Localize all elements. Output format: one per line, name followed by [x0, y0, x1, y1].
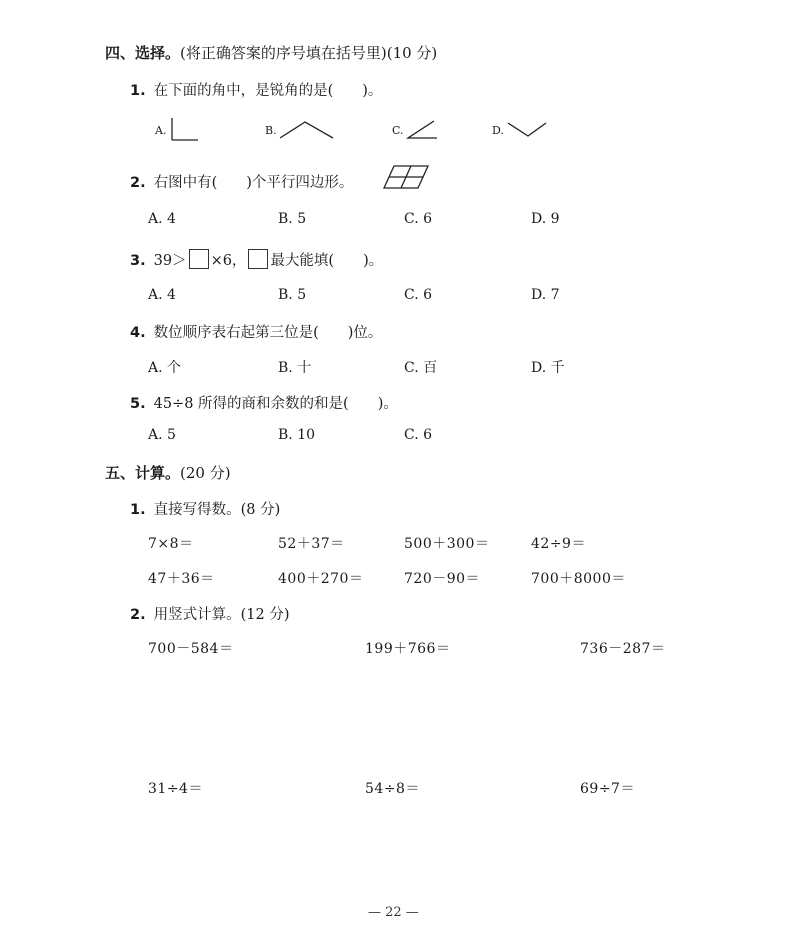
question-4: [130, 321, 382, 342]
q5-option-c: C. 6: [404, 427, 433, 443]
vertical-calc-item: 700－584＝: [148, 641, 234, 657]
section-4-note: (将正确答案的序号填在括号里)(10 分): [180, 44, 438, 62]
q3-option-d: D. 7: [531, 287, 560, 303]
q4-option-a: A. 个: [148, 360, 182, 376]
q1-option-d-label: D.: [492, 124, 504, 137]
section-5-heading: [105, 462, 231, 483]
question-2: [130, 171, 353, 192]
calc-item: 42÷9＝: [531, 536, 586, 552]
q3-option-c: C. 6: [404, 287, 433, 303]
q2-option-a: A. 4: [148, 211, 176, 227]
q5-option-a: A. 5: [148, 427, 176, 443]
blank-box: [189, 249, 209, 269]
blank-box: [248, 249, 268, 269]
section-4-heading: [105, 42, 437, 63]
vertical-calc-item: 199＋766＝: [365, 641, 451, 657]
question-number: 2.: [130, 607, 146, 623]
vertical-calc-item: 54÷8＝: [365, 781, 420, 797]
question-text: 直接写得数。(8 分): [153, 502, 281, 518]
question-number: 3.: [130, 253, 146, 269]
question-text: 45÷8 所得的商和余数的和是( )。: [153, 396, 398, 412]
calc-part-2: [130, 603, 289, 624]
calc-item: 52＋37＝: [278, 536, 345, 552]
vertical-calc-item: 69÷7＝: [580, 781, 635, 797]
section-5-note: (20 分): [180, 464, 231, 482]
calc-item: 47＋36＝: [148, 571, 215, 587]
q4-option-d: D. 千: [531, 360, 565, 376]
question-1: [130, 79, 382, 100]
question-3: [130, 249, 383, 270]
q2-option-c: C. 6: [404, 211, 433, 227]
obtuse-angle-figure: [278, 118, 336, 142]
section-5-title: 五、计算。: [105, 464, 181, 482]
page-number: — 22 —: [368, 905, 419, 920]
question-text: 数位顺序表右起第三位是( )位。: [153, 325, 383, 341]
calc-item: 500＋300＝: [404, 536, 490, 552]
vertical-calc-item: 736－287＝: [580, 641, 666, 657]
acute-angle-figure: [404, 118, 440, 142]
calc-item: 720－90＝: [404, 571, 481, 587]
calc-item: 700＋8000＝: [531, 571, 626, 587]
q5-option-b: B. 10: [278, 427, 316, 443]
section-4-title: 四、选择。: [105, 44, 181, 62]
q3-option-b: B. 5: [278, 287, 307, 303]
question-text: 在下面的角中，是锐角的是( )。: [153, 83, 383, 99]
q3-option-a: A. 4: [148, 287, 176, 303]
question-5: [130, 392, 398, 413]
question-number: 4.: [130, 325, 146, 341]
calc-item: 7×8＝: [148, 536, 194, 552]
question-number: 2.: [130, 175, 146, 191]
parallelogram-figure: [382, 164, 430, 190]
question-text: 用竖式计算。(12 分): [153, 607, 290, 623]
question-number: 1.: [130, 502, 146, 518]
calc-item: 400＋270＝: [278, 571, 364, 587]
question-text-c: 最大能填( )。: [270, 253, 384, 269]
question-text: 右图中有( )个平行四边形。: [153, 175, 354, 191]
q2-option-b: B. 5: [278, 211, 307, 227]
question-text-b: ×6，: [210, 253, 247, 269]
calc-part-1: [130, 498, 280, 519]
q4-option-b: B. 十: [278, 360, 312, 376]
question-number: 5.: [130, 396, 146, 412]
question-number: 1.: [130, 83, 146, 99]
q4-option-c: C. 百: [404, 360, 438, 376]
angle-figure-d: [506, 118, 548, 142]
q1-option-b-label: B.: [265, 124, 277, 137]
q1-option-c-label: C.: [392, 124, 404, 137]
q2-option-d: D. 9: [531, 211, 560, 227]
right-angle-figure: [168, 116, 200, 144]
question-text-a: 39＞: [153, 253, 187, 269]
vertical-calc-item: 31÷4＝: [148, 781, 203, 797]
q1-option-a-label: A.: [155, 124, 167, 137]
